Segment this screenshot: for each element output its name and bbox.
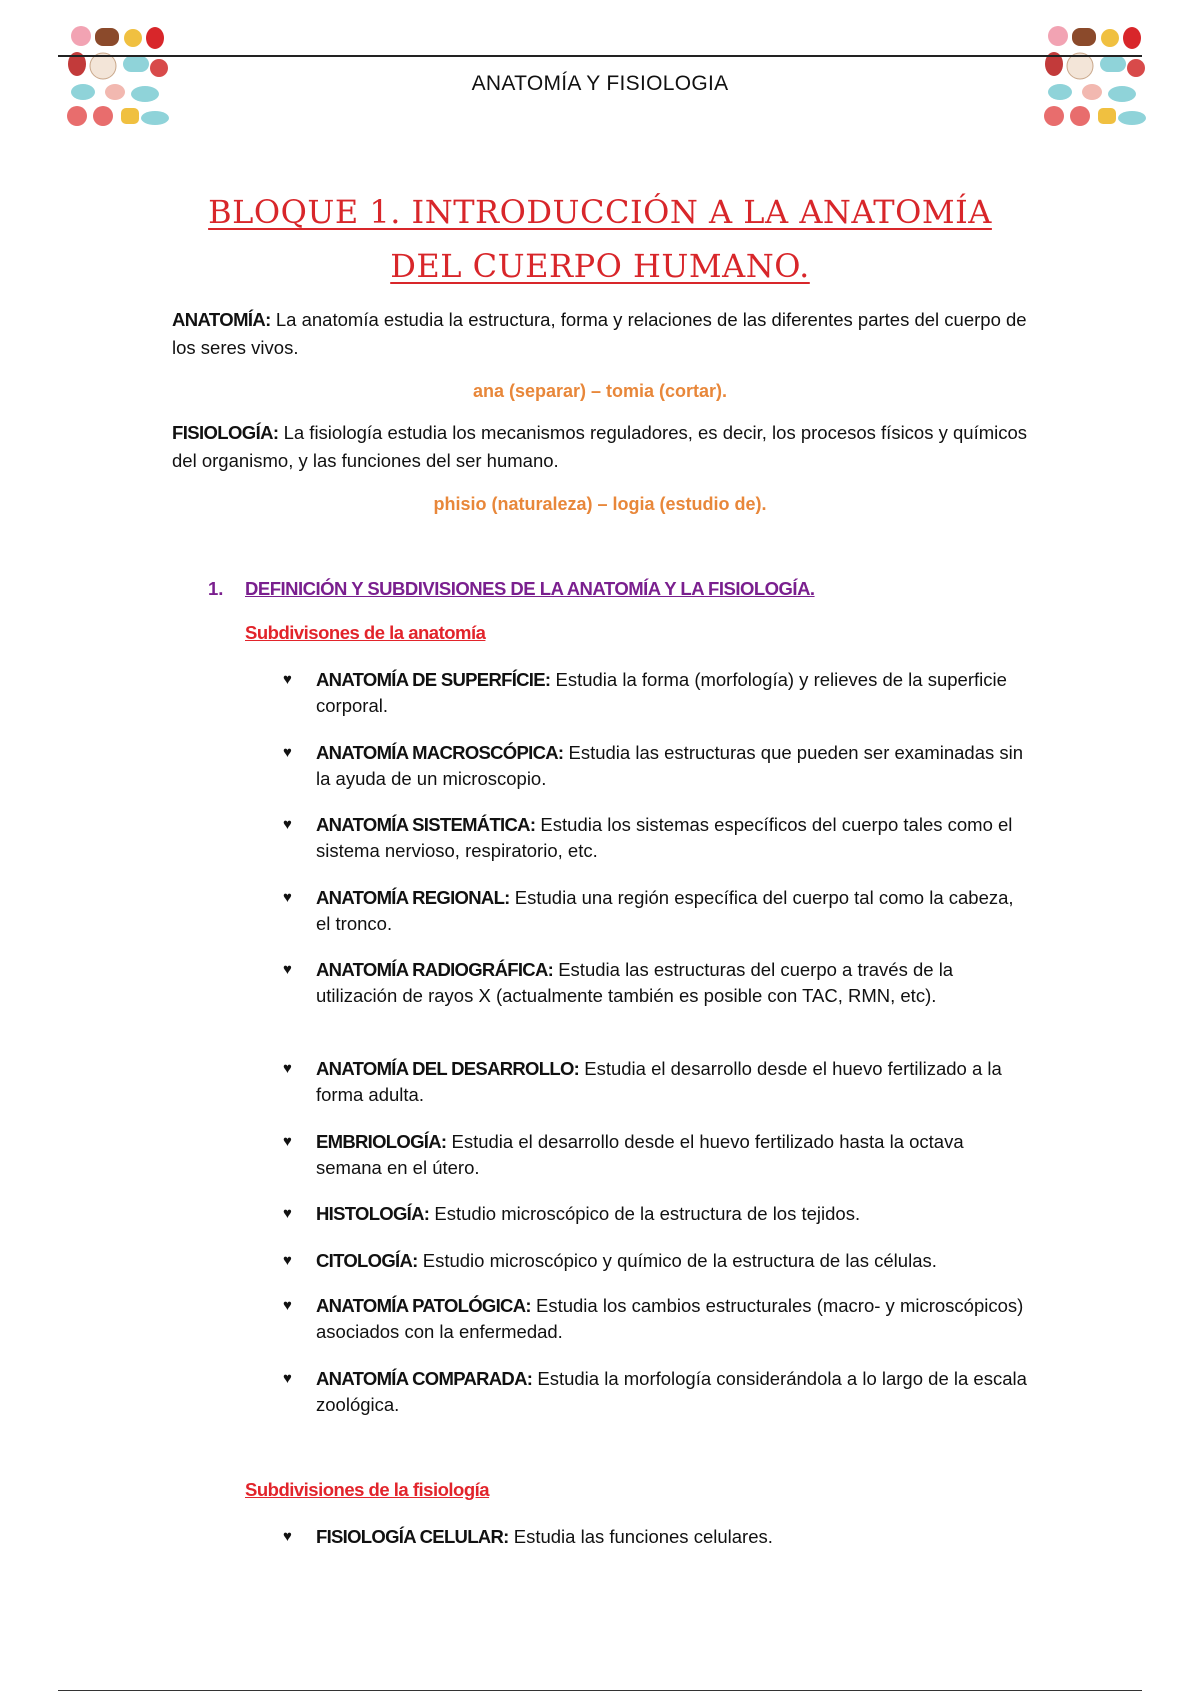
list-item [316, 1201, 1031, 1227]
heart-bullet-icon: ♥ [283, 1205, 292, 1222]
list-item-term: HISTOLOGÍA: [316, 1203, 430, 1224]
heart-bullet-icon: ♥ [283, 1252, 292, 1269]
definition-term: FISIOLOGÍA: [172, 422, 279, 443]
list-item-text: Estudia el desarrollo desde el huevo fertilizado a la forma adulta. [316, 1058, 1002, 1105]
heart-bullet-icon: ♥ [283, 961, 292, 978]
heart-bullet-icon: ♥ [283, 671, 292, 688]
list-item [316, 1248, 1031, 1274]
heart-bullet-icon: ♥ [283, 816, 292, 833]
heart-bullet-icon: ♥ [283, 1528, 292, 1545]
definition-text: La anatomía estudia la estructura, forma y relaciones de las diferentes partes del cuerpo de los seres vivos. [172, 309, 1027, 358]
physiology-etymology: phisio (naturaleza) – logia (estudio de). [433, 494, 767, 514]
physiology-subdivisions-heading: Subdivisiones de la fisiología [245, 1479, 490, 1500]
list-item-text: Estudia una región específica del cuerpo tal como la cabeza, el tronco. [316, 887, 1014, 934]
list-item [316, 1293, 1031, 1345]
list-item-text: Estudia la morfología considerándola a lo largo de la escala zoológica. [316, 1368, 1027, 1415]
header-rule [58, 55, 1142, 57]
heart-bullet-icon: ♥ [283, 889, 292, 906]
list-item [316, 957, 1031, 1009]
list-item-term: ANATOMÍA DEL DESARROLLO: [316, 1058, 580, 1079]
list-item-term: FISIOLOGÍA CELULAR: [316, 1526, 509, 1547]
heart-bullet-icon: ♥ [283, 1370, 292, 1387]
section-title: DEFINICIÓN Y SUBDIVISIONES DE LA ANATOMÍA Y LA FISIOLOGÍA. [245, 578, 815, 599]
list-item-term: ANATOMÍA DE SUPERFÍCIE: [316, 669, 551, 690]
list-item [316, 885, 1031, 937]
list-item-text: Estudia el desarrollo desde el huevo fertilizado hasta la octava semana en el útero. [316, 1131, 964, 1178]
page-title-line-1: BLOQUE 1. INTRODUCCIÓN A LA ANATOMÍA [208, 193, 992, 231]
heart-bullet-icon: ♥ [283, 744, 292, 761]
footer-rule [58, 1690, 1142, 1691]
list-item [316, 1366, 1031, 1418]
list-item [316, 1129, 1031, 1181]
list-item-text: Estudia las estructuras del cuerpo a través de la utilización de rayos X (actualmente también es posible con TAC, RMN, etc). [316, 959, 954, 1006]
list-item [316, 812, 1031, 864]
list-item-term: EMBRIOLOGÍA: [316, 1131, 447, 1152]
list-item-term: ANATOMÍA MACROSCÓPICA: [316, 742, 564, 763]
list-item-text: Estudio microscópico y químico de la estructura de las células. [417, 1250, 937, 1271]
heart-bullet-icon: ♥ [283, 1060, 292, 1077]
definition-term: ANATOMÍA: [172, 309, 271, 330]
anatomy-etymology: ana (separar) – tomia (cortar). [472, 381, 728, 401]
physiology-definition [172, 419, 1032, 475]
list-item-term: ANATOMÍA REGIONAL: [316, 887, 510, 908]
list-item [316, 740, 1031, 792]
list-item-term: CITOLOGÍA: [316, 1250, 418, 1271]
section-number: 1. [208, 578, 224, 599]
list-item [316, 667, 1031, 719]
heart-bullet-icon: ♥ [283, 1133, 292, 1150]
list-item-term: ANATOMÍA SISTEMÁTICA: [316, 814, 536, 835]
header-title: ANATOMÍA Y FISIOLOGIA [471, 72, 729, 95]
anatomy-definition [172, 306, 1032, 362]
list-item-text: Estudia la forma (morfología) y relieves de la superficie corporal. [316, 669, 1007, 716]
page-title-line-2: DEL CUERPO HUMANO. [390, 247, 810, 285]
list-item-term: ANATOMÍA PATOLÓGICA: [316, 1295, 531, 1316]
list-item [316, 1056, 1031, 1108]
list-item-text: Estudio microscópico de la estructura de los tejidos. [429, 1203, 861, 1224]
list-item-term: ANATOMÍA RADIOGRÁFICA: [316, 959, 554, 980]
list-item-text: Estudia los cambios estructurales (macro- y microscópicos) asociados con la enfermedad. [316, 1295, 1024, 1342]
definition-text: La fisiología estudia los mecanismos reguladores, es decir, los procesos físicos y químicos del organismo, y las funciones del ser humano. [172, 422, 1028, 471]
list-item [316, 1524, 1031, 1550]
list-item-text: Estudia las estructuras que pueden ser examinadas sin la ayuda de un microscopio. [316, 742, 1024, 789]
anatomy-subdivisions-heading: Subdivisones de la anatomía [245, 622, 486, 643]
page-title [0, 185, 1200, 293]
list-item-term: ANATOMÍA COMPARADA: [316, 1368, 533, 1389]
list-item-text: Estudia las funciones celulares. [508, 1526, 773, 1547]
list-item-text: Estudia los sistemas específicos del cuerpo tales como el sistema nervioso, respiratorio, etc. [316, 814, 1013, 861]
heart-bullet-icon: ♥ [283, 1297, 292, 1314]
